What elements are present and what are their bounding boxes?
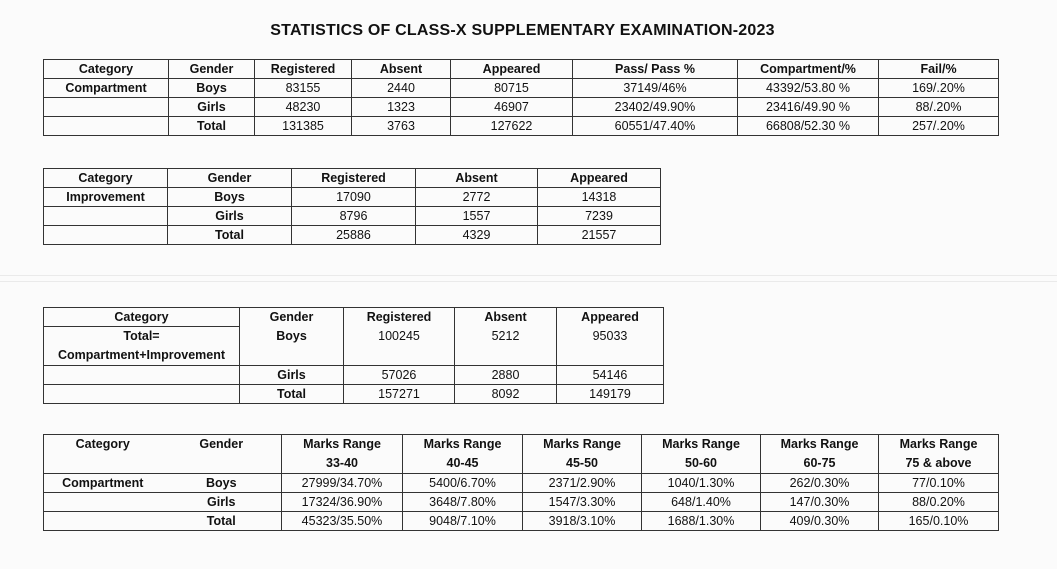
table-cell: 27999/34.70%	[282, 474, 403, 493]
gender-cell: Girls	[162, 493, 282, 512]
header-range-33-40	[282, 435, 403, 474]
table-cell: 1688/1.30%	[642, 512, 761, 531]
table-cell: 25886	[292, 226, 416, 245]
table-cell: 17090	[292, 188, 416, 207]
table-cell: 45323/35.50%	[282, 512, 403, 531]
table-cell: 3648/7.80%	[403, 493, 523, 512]
marks-range-table	[43, 434, 999, 531]
range-label: Marks Range	[423, 437, 502, 451]
gender-cell: Total	[162, 512, 282, 531]
header-range-40-45	[403, 435, 523, 474]
range-label: Marks Range	[780, 437, 859, 451]
table-row	[44, 98, 999, 117]
header-absent: Absent	[352, 60, 451, 79]
table-row	[44, 385, 664, 404]
gender-cell: Total	[168, 226, 292, 245]
header-range-60-75	[761, 435, 879, 474]
empty-cell	[44, 226, 168, 245]
table-cell: 3918/3.10%	[523, 512, 642, 531]
table-cell: 2371/2.90%	[523, 474, 642, 493]
category-cell: Improvement	[44, 188, 168, 207]
range-label: Marks Range	[543, 437, 621, 451]
header-registered: Registered	[292, 169, 416, 188]
gender-cell: Boys	[168, 188, 292, 207]
header-gender: Gender	[168, 169, 292, 188]
header-range-75-above	[879, 435, 999, 474]
table-cell: 23402/49.90%	[573, 98, 738, 117]
gender-cell: Total	[240, 385, 344, 404]
table-cell: 165/0.10%	[879, 512, 999, 531]
table-cell: 4329	[416, 226, 538, 245]
header-range-50-60	[642, 435, 761, 474]
table-cell: 48230	[255, 98, 352, 117]
table-cell: 127622	[451, 117, 573, 136]
empty-cell	[44, 98, 169, 117]
page-title: STATISTICS OF CLASS-X SUPPLEMENTARY EXAMINATION-2023	[270, 22, 775, 39]
header-category: Category	[44, 308, 240, 327]
empty-cell	[44, 117, 169, 136]
category-cell	[44, 327, 240, 366]
header-category: Category	[44, 169, 168, 188]
table-row	[44, 117, 999, 136]
table-cell: 8796	[292, 207, 416, 226]
header-pass: Pass/ Pass %	[573, 60, 738, 79]
gender-cell: Boys	[162, 474, 282, 493]
header-absent: Absent	[416, 169, 538, 188]
table-cell: 149179	[557, 385, 664, 404]
table-cell: 14318	[538, 188, 661, 207]
range-value: 50-60	[685, 456, 717, 470]
table-cell: 57026	[344, 366, 455, 385]
empty-cell	[44, 385, 240, 404]
table-cell: 131385	[255, 117, 352, 136]
table-cell: 147/0.30%	[761, 493, 879, 512]
header-registered: Registered	[344, 308, 455, 327]
table-cell: 2772	[416, 188, 538, 207]
table-cell: 17324/36.90%	[282, 493, 403, 512]
range-value: 40-45	[446, 456, 479, 470]
table-cell: 1547/3.30%	[523, 493, 642, 512]
table-header-row	[44, 308, 664, 327]
gender-cell: Girls	[240, 366, 344, 385]
table-cell: 5400/6.70%	[403, 474, 523, 493]
header-registered: Registered	[255, 60, 352, 79]
table-cell: 262/0.30%	[761, 474, 879, 493]
table-header-row	[44, 169, 661, 188]
empty-cell	[44, 207, 168, 226]
range-value: 33-40	[326, 456, 358, 470]
total-table	[43, 307, 664, 404]
table-cell: 80715	[451, 79, 573, 98]
table-cell: 2880	[455, 366, 557, 385]
header-category: Category	[44, 60, 169, 79]
header-appeared: Appeared	[451, 60, 573, 79]
header-range-45-50	[523, 435, 642, 474]
gender-cell: Boys	[169, 79, 255, 98]
header-appeared: Appeared	[538, 169, 661, 188]
compartment-results-table	[43, 59, 999, 136]
table-cell: 83155	[255, 79, 352, 98]
header-fail: Fail/%	[879, 60, 999, 79]
table-header-row	[44, 60, 999, 79]
table-cell: 9048/7.10%	[403, 512, 523, 531]
table-header-row	[44, 435, 999, 474]
table-cell: 54146	[557, 366, 664, 385]
range-value: 45-50	[566, 456, 598, 470]
table-row	[44, 474, 999, 493]
table-cell: 648/1.40%	[642, 493, 761, 512]
header-gender: Gender	[162, 435, 282, 474]
empty-cell	[44, 366, 240, 385]
header-compartment: Compartment/%	[738, 60, 879, 79]
table-cell: 2440	[352, 79, 451, 98]
category-cell: Compartment	[44, 79, 169, 98]
table-cell: 23416/49.90 %	[738, 98, 879, 117]
range-label: Marks Range	[662, 437, 740, 451]
empty-cell	[44, 512, 162, 531]
table-row	[44, 188, 661, 207]
table-cell: 21557	[538, 226, 661, 245]
category-cell: Compartment	[44, 474, 162, 493]
category-line-2: Compartment+Improvement	[57, 348, 226, 362]
table-cell: 88/0.20%	[879, 493, 999, 512]
table-row	[44, 226, 661, 245]
table-cell: 1323	[352, 98, 451, 117]
table-cell: 1557	[416, 207, 538, 226]
header-absent: Absent	[455, 308, 557, 327]
table-cell: 7239	[538, 207, 661, 226]
header-gender: Gender	[169, 60, 255, 79]
table-row	[44, 366, 664, 385]
table-row	[44, 79, 999, 98]
gender-cell: Girls	[169, 98, 255, 117]
improvement-table	[43, 168, 661, 245]
table-cell: 100245	[344, 327, 455, 366]
table-cell: 3763	[352, 117, 451, 136]
header-category: Category	[44, 435, 162, 474]
table-cell: 60551/47.40%	[573, 117, 738, 136]
header-appeared: Appeared	[557, 308, 664, 327]
range-label: Marks Range	[899, 437, 978, 451]
gender-cell: Boys	[240, 327, 344, 366]
table-cell: 88/.20%	[879, 98, 999, 117]
gender-cell: Total	[169, 117, 255, 136]
range-value: 75 & above	[905, 456, 972, 470]
table-cell: 66808/52.30 %	[738, 117, 879, 136]
table-cell: 169/.20%	[879, 79, 999, 98]
table-cell: 77/0.10%	[879, 474, 999, 493]
empty-cell	[44, 493, 162, 512]
table-cell: 409/0.30%	[761, 512, 879, 531]
table-cell: 5212	[455, 327, 557, 366]
table-cell: 43392/53.80 %	[738, 79, 879, 98]
table-cell: 8092	[455, 385, 557, 404]
range-label: Marks Range	[303, 437, 381, 451]
table-cell: 257/.20%	[879, 117, 999, 136]
table-cell: 95033	[557, 327, 664, 366]
table-row	[44, 512, 999, 531]
table-cell: 46907	[451, 98, 573, 117]
table-row	[44, 207, 661, 226]
header-gender: Gender	[240, 308, 344, 327]
category-line-1: Total=	[123, 329, 160, 343]
table-cell: 157271	[344, 385, 455, 404]
table-cell: 37149/46%	[573, 79, 738, 98]
table-cell: 1040/1.30%	[642, 474, 761, 493]
gender-cell: Girls	[168, 207, 292, 226]
range-value: 60-75	[803, 456, 836, 470]
table-row	[44, 493, 999, 512]
